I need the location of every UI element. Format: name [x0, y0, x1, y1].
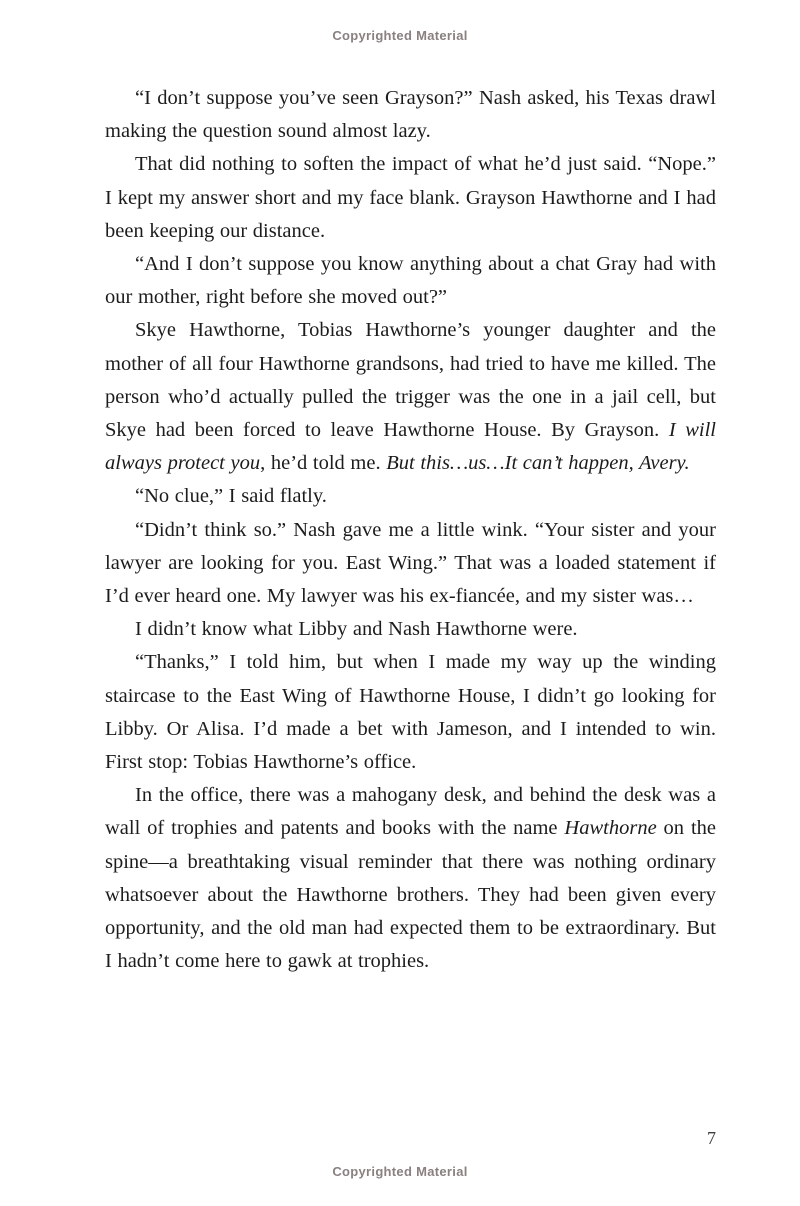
body-text: “Thanks,” I told him, but when I made my way up the winding staircase to the East Wing of Hawthorne House, I didn’t go looking for Libby. Or Alisa. I’d made a bet with Jameson, and I intended to win. First stop: Tobias Hawthorne’s office. [105, 651, 716, 774]
italic-text: I will always protect you [105, 419, 716, 475]
body-text: “I don’t suppose you’ve seen Grayson?” Nash asked, his Texas drawl making the question sound almost lazy. [105, 87, 716, 143]
paragraph [105, 480, 716, 513]
copyright-notice-bottom: Copyrighted Material [332, 1164, 468, 1179]
page-number: 7 [707, 1128, 716, 1148]
body-text: “And I don’t suppose you know anything about a chat Gray had with our mother, right before she moved out?” [105, 253, 716, 309]
body-text: In the office, there was a mahogany desk, and behind the desk was a wall of trophies and patents and books with the name [105, 784, 716, 840]
paragraph [105, 779, 716, 978]
body-text: I didn’t know what Libby and Nash Hawthorne were. [135, 618, 578, 641]
paragraph [105, 148, 716, 248]
paragraph [105, 82, 716, 148]
italic-text: But this…us…It can’t happen, Avery. [386, 452, 690, 475]
paragraph [105, 646, 716, 779]
copyright-notice-top: Copyrighted Material [332, 28, 468, 43]
book-text [105, 82, 716, 978]
body-text: “Didn’t think so.” Nash gave me a little wink. “Your sister and your lawyer are looking for you. East Wing.” That was a loaded statement if I’d ever heard one. My lawyer was his ex-fiancée, and my sister was… [105, 518, 716, 608]
paragraph [105, 514, 716, 614]
body-text: , he’d told me. [260, 452, 387, 475]
body-text: That did nothing to soften the impact of what he’d just said. “Nope.” I kept my answer short and my face blank. Grayson Hawthorne and I had been keeping our distance. [105, 153, 716, 242]
italic-text: Hawthorne [564, 817, 657, 840]
paragraph [105, 248, 716, 314]
body-text: “No clue,” I said flatly. [135, 485, 327, 508]
paragraph [105, 613, 716, 646]
paragraph [105, 314, 716, 480]
body-text: on the spine—a breathtaking visual reminder that there was nothing ordinary whatsoever about the Hawthorne brothers. They had been given every opportunity, and the old man had expected them to be extraordinary. But I hadn’t come here to gawk at trophies. [105, 817, 716, 973]
body-text: Skye Hawthorne, Tobias Hawthorne’s younger daughter and the mother of all four Hawthorne grandsons, had tried to have me killed. The person who’d actually pulled the trigger was the one in a jail cell, but Skye had been forced to leave Hawthorne House. By Grayson. [105, 319, 716, 442]
